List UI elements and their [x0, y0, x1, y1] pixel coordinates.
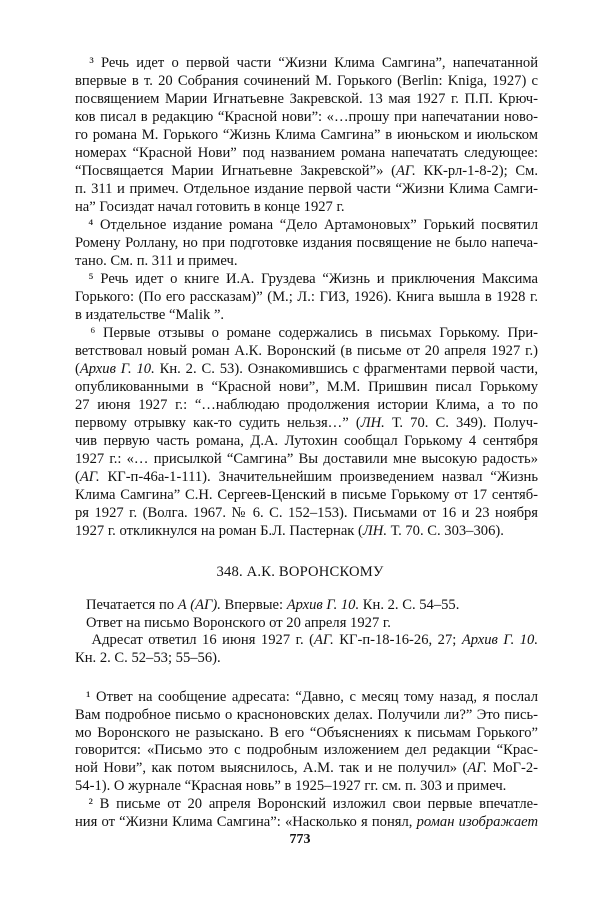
text-fragment: впервые в т. 20 Собрания сочинений М. Горького (Berlin: Kniga, 1927) с	[75, 73, 538, 89]
text-fragment: Т. 70. С. 303–306).	[386, 523, 504, 539]
text-fragment: на” Госиздат начал готовить в конце 1927 г.	[75, 199, 345, 215]
text-line	[75, 433, 538, 450]
text-fragment: ⁶ Первые отзывы о романе содержались в письмах Горькому. При-	[75, 325, 538, 341]
text-fragment: Ромену Роллану, но при подготовке издания посвящение не было напеча-	[75, 235, 538, 251]
text-fragment: в издательстве “Malik ”.	[75, 307, 225, 323]
text-line	[75, 650, 538, 667]
text-line	[75, 361, 538, 378]
text-line	[75, 109, 538, 126]
text-line	[75, 632, 538, 649]
text-line	[75, 742, 538, 759]
text-fragment: Горького: (По его рассказам)” (М.; Л.: ГИЗ, 1926). Книга вышла в 1928 г.	[75, 289, 538, 305]
italic-fragment: АГ.	[467, 760, 488, 777]
text-line	[75, 73, 538, 90]
text-line	[75, 415, 538, 432]
text-line	[75, 814, 538, 831]
text-fragment: опубликованными в “Красной нови”, М.М. Пришвин писал Горькому	[75, 379, 538, 395]
text-line	[75, 181, 538, 198]
text-fragment: Печатается по	[75, 597, 178, 613]
text-fragment: ветствовал новый роман А.К. Воронский (в письме от 20 апреля 1927 г.)	[75, 343, 538, 359]
text-line	[75, 451, 538, 468]
italic-fragment: АГ.	[314, 632, 334, 648]
text-fragment: Кн. 2. С. 52–53; 55–56).	[75, 649, 221, 666]
text-fragment: ² В письме от 20 апреля Воронский изложил свои первые впечатле-	[75, 795, 538, 812]
text-fragment: тано. См. п. 311 и примеч.	[75, 253, 238, 269]
text-line	[75, 217, 538, 234]
italic-fragment: Архив Г. 10.	[286, 597, 360, 613]
text-line	[75, 469, 538, 486]
text-fragment: КГ-п-18-16-26, 27;	[333, 632, 462, 648]
text-fragment: п. 311 и примеч. Отдельное издание первой части “Жизни Клима Самги-	[75, 181, 538, 197]
text-line	[75, 253, 538, 270]
italic-fragment: АГ.	[396, 163, 416, 179]
text-line	[75, 778, 538, 795]
text-fragment: ¹ Ответ на сообщение адресата: “Давно, с месяц тому назад, я послал	[75, 689, 538, 705]
text-fragment: КГ-п-46а-1-111). Значительнейшим произведением назвал “Жизнь	[99, 469, 538, 485]
text-fragment: (	[75, 361, 80, 377]
text-fragment: Т. 70. С. 349). Получ-	[384, 415, 538, 431]
text-line	[75, 597, 538, 614]
text-line	[75, 523, 538, 540]
text-line	[75, 343, 538, 360]
text-fragment: Клима Самгина” С.Н. Сергеев-Ценский в письме Горькому от 17 сентяб-	[75, 487, 538, 503]
text-fragment: посвящением Марии Игнатьевне Закревской. 13 мая 1927 г. П.П. Крюч-	[75, 91, 538, 107]
text-fragment: Кн. 2. С. 54–55.	[359, 597, 460, 613]
text-fragment: Кн. 2. С. 53). Ознакомившись с фрагментами первой части,	[154, 361, 539, 377]
text-line	[75, 235, 538, 252]
text-line	[75, 689, 538, 706]
text-line	[75, 505, 538, 522]
text-fragment: (	[75, 469, 80, 485]
text-line	[75, 307, 538, 324]
page-number: 773	[289, 832, 311, 847]
text-fragment: чив первую часть романа, Д.А. Лутохин сообщал Горькому 4 сентября	[75, 433, 538, 449]
text-fragment: ⁵ Речь идет о книге И.А. Груздева “Жизнь и приключения Максима	[75, 271, 538, 287]
letter-heading: 348. А.К. ВОРОНСКОМУ	[216, 564, 384, 580]
text-line	[75, 55, 538, 72]
text-fragment: 1927 г. откликнулся на роман Б.Л. Пастернак (	[75, 523, 363, 539]
text-fragment: 1927 г.: «… присылкой “Самгина” Вы доставили мне высокую радость»	[75, 451, 538, 467]
text-line	[75, 379, 538, 396]
text-line	[75, 325, 538, 342]
text-fragment: “Посвящается Марии Игнатьевне Закревской”» (	[75, 163, 397, 179]
text-line	[75, 145, 538, 162]
text-fragment: го романа М. Горького “Жизнь Клима Самгина” в июньском и июльском	[75, 127, 538, 143]
text-line	[75, 163, 538, 180]
text-line	[75, 615, 538, 632]
italic-fragment: АГ.	[79, 469, 100, 485]
italic-fragment: ЛН.	[360, 415, 385, 431]
text-fragment: Адресат ответил 16 июня 1927 г. (	[75, 632, 314, 648]
text-fragment: Ответ на письмо Воронского от 20 апреля 1927 г.	[75, 614, 391, 631]
italic-fragment: роман изображает	[416, 813, 538, 830]
text-fragment: номерах “Красной Нови” под названием романа напечатать следующее:	[75, 145, 538, 161]
text-line	[75, 725, 538, 742]
text-fragment: ³ Речь идет о первой части “Жизни Клима Самгина”, напечатанной	[75, 55, 538, 71]
text-fragment: 54-1). О журнале “Красная новь” в 1925–1927 гг. см. п. 303 и примеч.	[75, 778, 507, 794]
text-fragment: мо Воронского не разыскано. В его “Объяснениях к письмам Горького”	[75, 724, 538, 741]
text-fragment: ной Нови”, как потом выяснилось, А.М. так и не получил» (	[75, 760, 468, 777]
text-line	[75, 127, 538, 144]
text-line	[75, 91, 538, 108]
text-line	[75, 199, 538, 216]
italic-fragment: Архив Г. 10.	[79, 361, 155, 377]
italic-fragment: Архив Г. 10.	[461, 632, 539, 648]
text-fragment: ков писал в редакцию “Красной нови”: «…прошу при напечатании ново-	[75, 109, 538, 125]
text-fragment: ния от “Жизни Клима Самгина”: «Насколько я понял,	[75, 813, 417, 830]
text-fragment: ⁴ Отдельное издание романа “Дело Артамоновых” Горький посвятил	[75, 217, 538, 233]
text-fragment: говорится: «Письмо это с подробным изложением дел редакции “Крас-	[75, 742, 538, 759]
text-fragment: МоГ-2-	[487, 760, 539, 777]
text-line	[75, 397, 538, 414]
text-fragment: ря 1927 г. (Волга. 1967. № 6. С. 152–153). Письмами от 16 и 23 ноября	[75, 505, 538, 521]
text-line	[75, 796, 538, 813]
text-fragment: Впервые:	[220, 597, 287, 613]
text-fragment: первому отрывку как-то судить нельзя…” (	[75, 415, 361, 431]
text-line	[75, 487, 538, 504]
text-line	[75, 289, 538, 306]
italic-fragment: А (АГ).	[177, 597, 221, 613]
text-fragment: КК-рл-1-8-2); См.	[415, 163, 539, 179]
text-line	[75, 271, 538, 288]
text-fragment: Вам подробное письмо о красноновских делах. Получили ли?” Это пись-	[75, 706, 538, 723]
text-line	[75, 707, 538, 724]
italic-fragment: ЛН.	[362, 523, 387, 539]
text-fragment: 27 июня 1927 г.: “…наблюдаю продолжения истории Клима, а то по	[75, 397, 538, 413]
text-line	[75, 760, 538, 777]
